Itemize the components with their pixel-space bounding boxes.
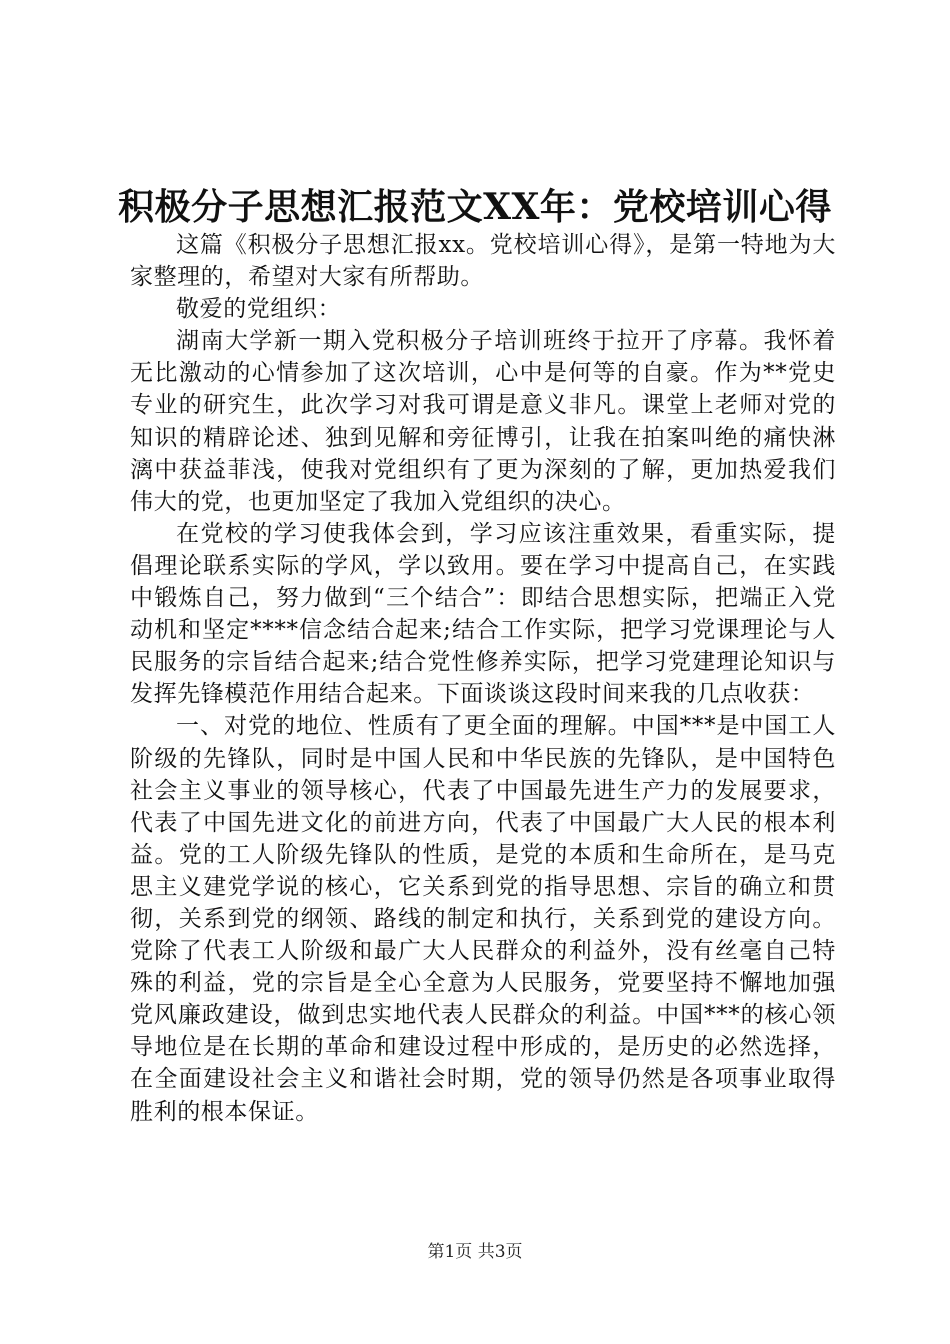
body-paragraph: 一、对党的地位、性质有了更全面的理解。中国***是中国工人阶级的先锋队，同时是中国人民和中华民族的先锋队，是中国特色社会主义事业的领导核心，代表了中国最先进生产力的发展要求，代表了中国先进文化的前进方向，代表了中国最广大人民的根本利益。党的工人阶级先锋队的性质，是党的本质和生命所在，是马克思主义建党学说的核心，它关系到党的指导思想、宗旨的确立和贯彻，关系到党的纲领、路线的制定和执行，关系到党的建设方向。党除了代表工人阶级和最广大人民群众的利益外，没有丝毫自己特殊的利益，党的宗旨是全心全意为人民服务，党要坚持不懈地加强党风廉政建设，做到忠实地代表人民群众的利益。中国***的核心领导地位是在长期的革命和建设过程中形成的，是历史的必然选择，在全面建设社会主义和谐社会时期，党的领导仍然是各项事业取得胜利的根本保证。 [130,713,836,1125]
page-footer: 第1页 共3页 [427,1242,523,1262]
body-paragraph: 在党校的学习使我体会到，学习应该注重效果，看重实际，提倡理论联系实际的学风，学以致用。要在学习中提高自己，在实践中锻炼自己，努力做到“三个结合”：即结合思想实际，把端正入党动机和坚定****信念结合起来;结合工作实际，把学习党课理论与人民服务的宗旨结合起来;结合党性修养实际，把学习党建理论知识与发挥先锋模范作用结合起来。下面谈谈这段时间来我的几点收获： [130,520,836,708]
document-body [130,229,836,1128]
salutation: 敬爱的党组织： [176,296,342,323]
intro-paragraph: 这篇《积极分子思想汇报xx。党校培训心得》，是第一特地为大家整理的，希望对大家有所帮助。 [130,232,836,291]
body-paragraph: 湖南大学新一期入党积极分子培训班终于拉开了序幕。我怀着无比激动的心情参加了这次培训，心中是何等的自豪。作为**党史专业的研究生，此次学习对我可谓是意义非凡。课堂上老师对党的知识的精辟论述、独到见解和旁征博引，让我在拍案叫绝的痛快淋漓中获益菲浅，使我对党组织有了更为深刻的了解，更加热爱我们伟大的党，也更加坚定了我加入党组织的决心。 [130,328,836,515]
document-title: 积极分子思想汇报范文XX年：党校培训心得 [118,186,832,228]
